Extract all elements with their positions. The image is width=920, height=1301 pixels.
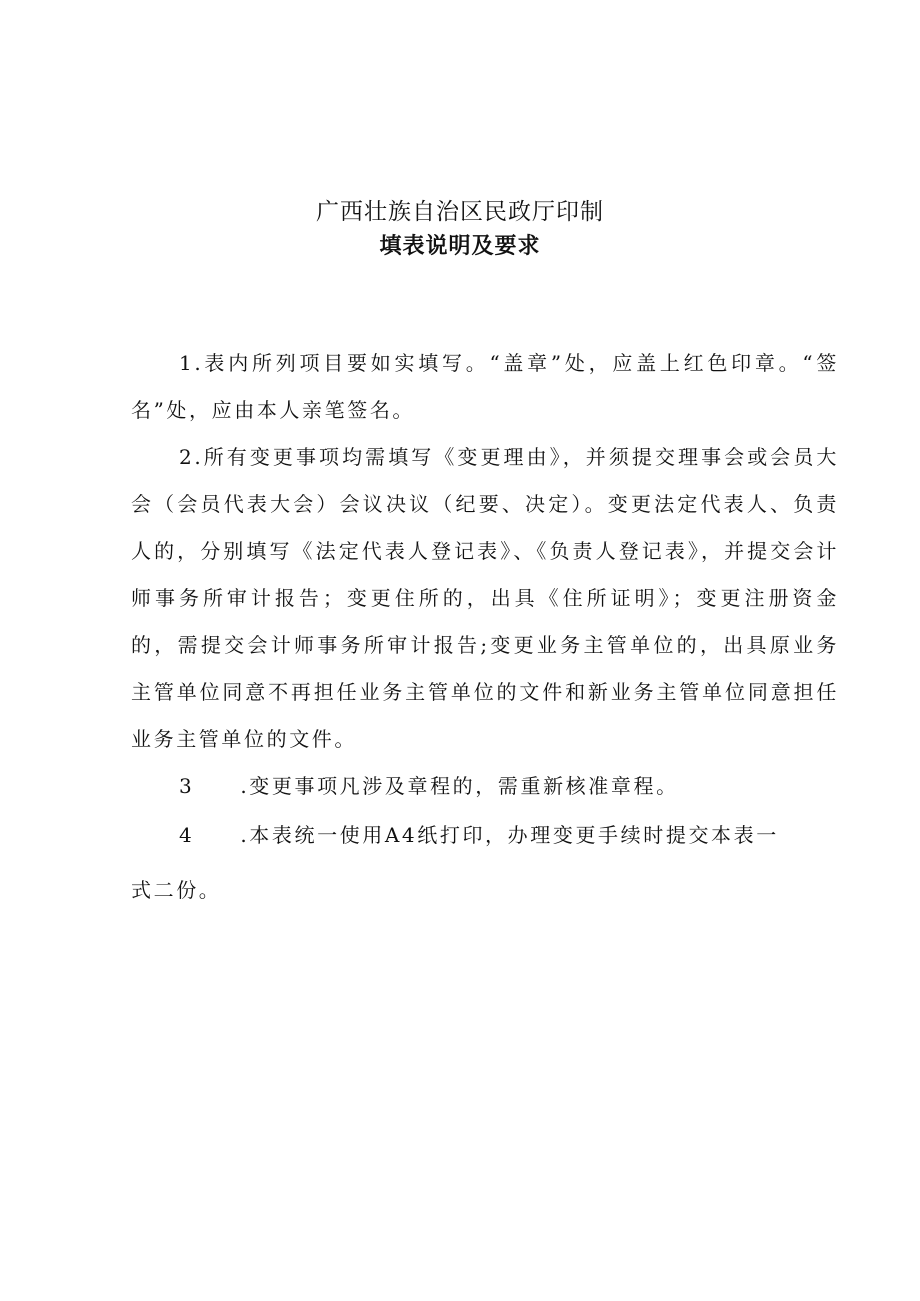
instruction-number: 4 [179,823,195,847]
instruction-item-2 [131,434,839,763]
instruction-text: .所有变更事项均需填写《变更理由》，并须提交理事会或会员大会（会员代表大会）会议决议（纪要、决定）。变更法定代表人、负责人的，分别填写《法定代表人登记表》、《负责人登记表》，并提交会计师事务所审计报告；变更住所的，出具《住所证明》；变更注册资金的，需提交会计师事务所审计报告;变更业务主管单位的，出具原业务主管单位同意不再担任业务主管单位的文件和新业务主管单位同意担任业务主管单位的文件。 [131,445,839,751]
instruction-text: .表内所列项目要如实填写。“盖章”处，应盖上红色印章。“签名”处，应由本人亲笔签名。 [131,351,839,422]
document-title: 填表说明及要求 [379,234,541,259]
instruction-item-4 [131,810,839,860]
instructions-body [131,340,839,920]
instruction-item-1 [131,340,839,434]
publisher-line: 广西壮族自治区民政厅印制 [316,199,604,225]
instruction-text: .本表统一使用A4纸打印，办理变更手续时提交本表一 [240,823,779,847]
instruction-number: 1 [179,351,195,375]
instruction-item-3 [131,763,839,810]
instruction-text: .变更事项凡涉及章程的，需重新核准章程。 [240,774,679,798]
instruction-item-4-continuation: 式二份。 [131,878,222,902]
instruction-number: 2 [179,445,195,469]
instruction-number: 3 [179,774,195,798]
